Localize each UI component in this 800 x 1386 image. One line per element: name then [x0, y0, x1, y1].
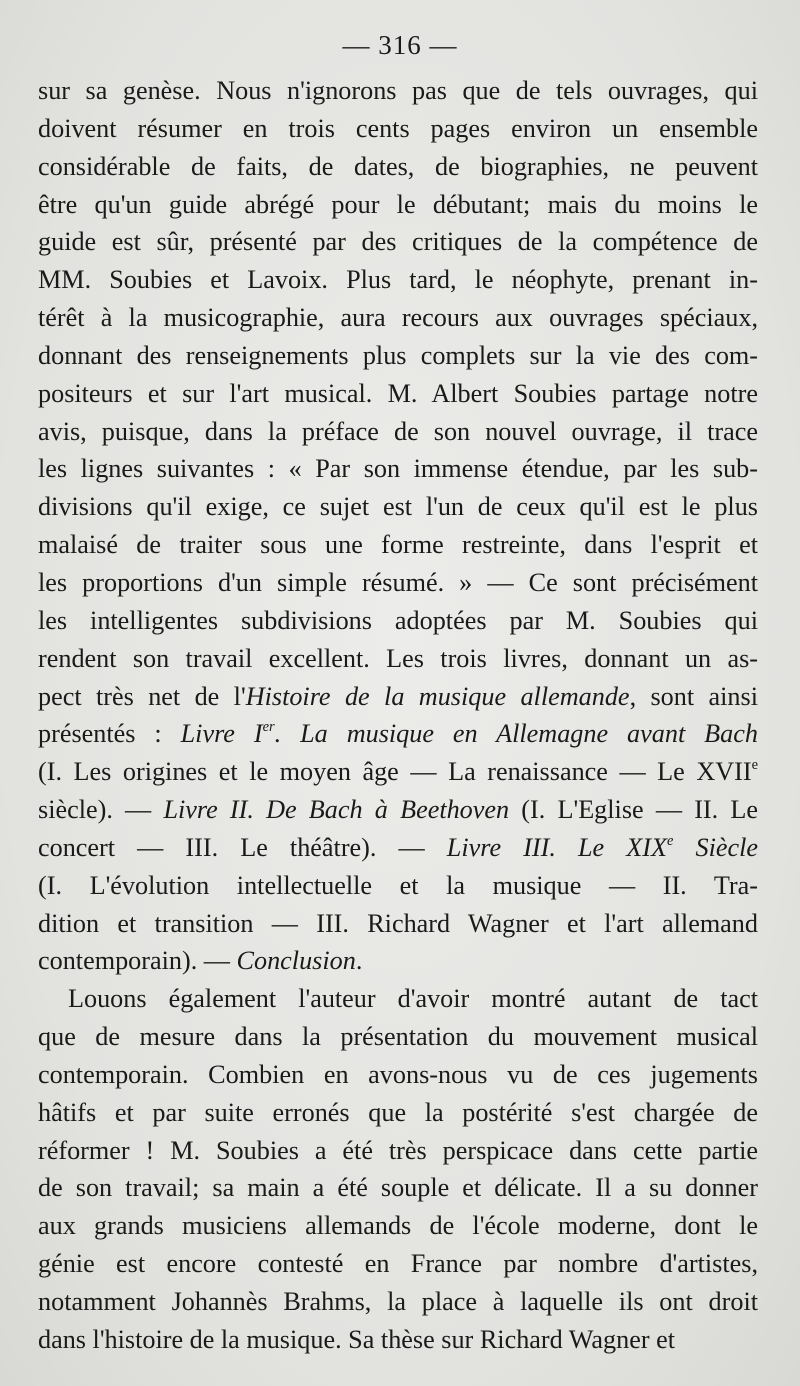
- text-span: térêt à la musicographie, aura recours aux ouvrages spéciaux,: [38, 303, 758, 333]
- text-line: [38, 905, 758, 943]
- text-span: que de mesure dans la présentation du mouvement musical: [38, 1022, 758, 1052]
- text-span: .: [355, 946, 363, 976]
- text-span: doivent résumer en trois cents pages environ un ensemble: [38, 113, 758, 143]
- text-span: rendent son travail excellent. Les trois livres, donnant un as-: [38, 643, 758, 673]
- text-span: MM. Soubies et Lavoix. Plus tard, le néophyte, prenant in-: [38, 265, 758, 295]
- text-line: [38, 640, 758, 678]
- text-span: Louons également l'auteur d'avoir montré autant de tact: [68, 984, 758, 1014]
- superscript: er: [262, 719, 275, 736]
- text-line: [38, 1094, 758, 1132]
- text-span: dition et transition — III. Richard Wagner et l'art allemand: [38, 908, 758, 938]
- page-number: — 316 —: [342, 30, 458, 60]
- text-span: sur sa genèse. Nous n'ignorons pas que de tels ouvrages, qui: [38, 76, 758, 105]
- text-line: [38, 564, 758, 602]
- text-line: [38, 867, 758, 905]
- text-span: être qu'un guide abrégé pour le débutant; mais du moins le: [38, 189, 758, 219]
- text-line: [38, 110, 758, 148]
- text-line: [38, 602, 758, 640]
- superscript: e: [751, 757, 758, 774]
- italic-text: Livre I: [180, 719, 263, 749]
- body-text: [38, 72, 758, 1359]
- italic-text: Livre III. Le XIX: [446, 832, 667, 862]
- text-span: hâtifs et par suite erronés que la postérité s'est chargée de: [38, 1097, 758, 1127]
- italic-text: Conclusion: [236, 946, 356, 976]
- text-line: [38, 1245, 758, 1283]
- text-span: génie est encore contesté en France par nombre d'artistes,: [38, 1249, 758, 1279]
- text-line: [38, 1169, 758, 1207]
- text-span: malaisé de traiter sous une forme restreinte, dans l'esprit et: [38, 530, 758, 560]
- text-line: [38, 753, 758, 791]
- text-line: [38, 186, 758, 224]
- text-span: dans l'histoire de la musique. Sa thèse sur Richard Wagner et: [38, 1324, 676, 1354]
- text-span: positeurs et sur l'art musical. M. Albert Soubies partage notre: [38, 378, 758, 408]
- text-span: (I. L'Eglise — II. Le: [509, 795, 758, 825]
- text-span: les lignes suivantes : « Par son immense étendue, par les sub-: [38, 454, 758, 484]
- text-line: [38, 1132, 758, 1170]
- text-span: donnant des renseignements plus complets sur la vie des com-: [38, 340, 758, 370]
- text-line: [38, 450, 758, 488]
- text-span: notamment Johannès Brahms, la place à laquelle ils ont droit: [38, 1287, 758, 1316]
- text-span: considérable de faits, de dates, de biographies, ne peuvent: [38, 151, 758, 181]
- text-line: [38, 980, 758, 1018]
- text-line: [38, 715, 758, 753]
- text-line: [38, 1283, 758, 1321]
- text-span: (I. Les origines et le moyen âge — La renaissance — Le XVII: [38, 757, 752, 787]
- text-span: guide est sûr, présenté par des critiques de la compétence de: [38, 227, 758, 257]
- text-span: contemporain. Combien en avons-nous vu de ces jugements: [38, 1059, 758, 1089]
- text-line: [38, 337, 758, 375]
- text-span: présentés :: [38, 719, 181, 749]
- superscript: e: [666, 833, 674, 850]
- text-line: [38, 413, 758, 451]
- text-span: divisions qu'il exige, ce sujet est l'un de ceux qu'il est le plus: [38, 492, 758, 522]
- italic-text: Siècle: [673, 832, 758, 862]
- text-span: (I. L'évolution intellectuelle et la musique — II. Tra-: [38, 870, 758, 900]
- text-line: [38, 1321, 758, 1359]
- text-line: [38, 375, 758, 413]
- italic-text: . La musique en Allemagne avant Bach: [274, 719, 758, 749]
- text-line: [38, 942, 758, 980]
- text-line: [38, 488, 758, 526]
- text-span: , sont ainsi: [629, 681, 758, 711]
- italic-text: Livre II. De Bach à Beethoven: [163, 795, 510, 825]
- text-span: les intelligentes subdivisions adoptées par M. Soubies qui: [38, 605, 758, 635]
- italic-text: Histoire de la musique allemande: [245, 681, 630, 711]
- text-span: réformer ! M. Soubies a été très perspicace dans cette partie: [38, 1135, 758, 1165]
- text-line: [38, 526, 758, 564]
- text-line: [38, 1018, 758, 1056]
- text-line: [38, 678, 758, 716]
- text-line: [38, 1207, 758, 1245]
- text-span: concert — III. Le théâtre). —: [38, 832, 447, 862]
- text-line: [38, 223, 758, 261]
- text-line: [38, 1056, 758, 1094]
- text-line: [38, 148, 758, 186]
- text-span: avis, puisque, dans la préface de son nouvel ouvrage, il trace: [38, 416, 758, 446]
- text-span: contemporain). —: [38, 946, 237, 976]
- text-line: [38, 829, 758, 867]
- text-line: [38, 299, 758, 337]
- text-span: siècle). —: [38, 795, 164, 825]
- text-span: de son travail; sa main a été souple et délicate. Il a su donner: [38, 1173, 758, 1203]
- text-line: [38, 791, 758, 829]
- text-span: les proportions d'un simple résumé. » — Ce sont précisément: [38, 567, 758, 597]
- text-line: [38, 72, 758, 110]
- text-line: [38, 261, 758, 299]
- text-span: aux grands musiciens allemands de l'école moderne, dont le: [38, 1211, 758, 1241]
- text-span: pect très net de l': [38, 681, 246, 711]
